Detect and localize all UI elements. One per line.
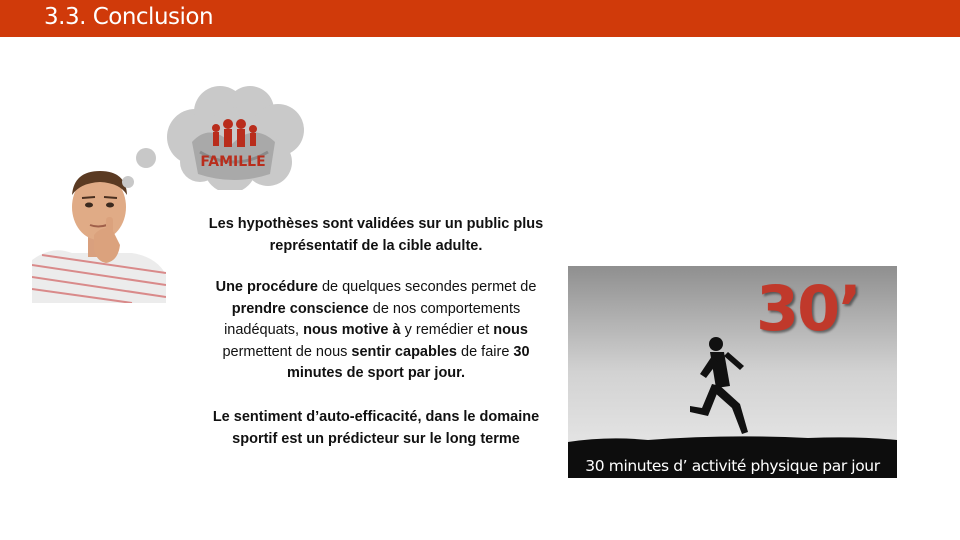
slide-title: 3.3. Conclusion	[44, 4, 214, 30]
text-normal: y remédier et	[400, 322, 494, 338]
title-bar	[0, 0, 960, 37]
text-normal: de quelques secondes permet de	[317, 279, 537, 295]
text-bold: nous motive à	[303, 322, 401, 338]
famille-text: FAMILLE	[200, 154, 266, 170]
text-normal: de faire	[457, 343, 514, 360]
text-bold: prendre conscience	[231, 300, 369, 317]
text-bold: nous	[493, 322, 528, 338]
text-bold: 30 minutes de sport par jour.	[286, 343, 530, 381]
photo-caption: 30 minutes d’ activité physique par jour	[585, 457, 880, 475]
text-normal: de nos comportements inadéquats,	[224, 300, 521, 338]
runner-photo	[568, 266, 897, 478]
paragraph-procedure	[196, 277, 556, 385]
text-bold: Une procédure	[215, 279, 318, 295]
paragraph-hypotheses: Les hypothèses sont validées sur un public plus représentatif de la cible adulte.	[208, 216, 544, 254]
paragraph-auto-efficacite: Le sentiment d’auto-efficacité, dans le domaine sportif est un prédicteur sur le long terme	[212, 409, 540, 447]
text-normal: permettent de nous	[222, 343, 352, 360]
family-thought-cloud-icon	[120, 82, 320, 190]
thirty-minutes-label: 30’	[756, 272, 860, 345]
text-bold: sentir capables	[351, 343, 457, 360]
